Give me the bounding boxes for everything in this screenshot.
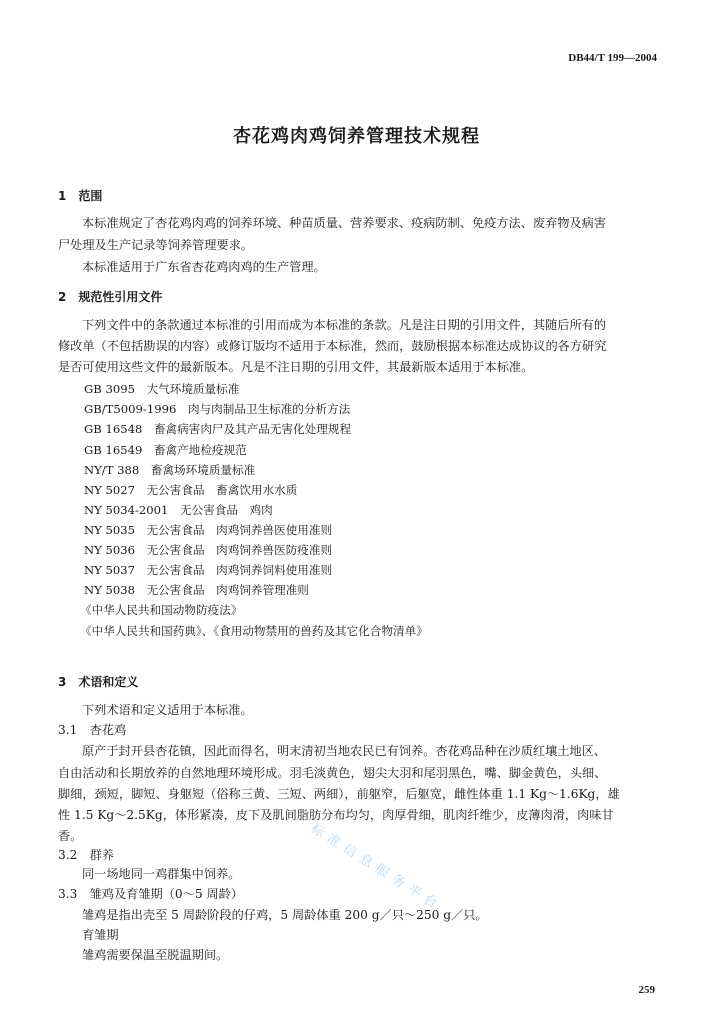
paragraph-line: 脚细，颈短，脚短、身躯短（俗称三黄、三短、两细），前躯窄，后躯宽，雌性体重 1.1 Kg～1.6Kg，雄 <box>58 787 620 801</box>
subsection-heading: 3.3 雏鸡及育雏期（0～5 周龄） <box>58 887 244 901</box>
reference-item: 《中华人民共和国动物防疫法》 <box>80 603 243 617</box>
paragraph-line: 雏鸡需要保温至脱温期间。 <box>82 948 229 962</box>
paragraph-line: 下列术语和定义适用于本标准。 <box>82 703 253 717</box>
paragraph-line: 育雏期 <box>82 928 119 942</box>
reference-item: NY 5037 无公害食品 肉鸡饲养饲料使用准则 <box>84 563 333 577</box>
watermark: 标准信息服务平台 <box>307 821 445 915</box>
paragraph-line: 尸处理及生产记录等饲养管理要求。 <box>58 238 253 252</box>
reference-item: 《中华人民共和国药典》、《食用动物禁用的兽药及其它化合物清单》 <box>80 624 428 638</box>
paragraph-line: 本标准规定了杏花鸡肉鸡的饲养环境、种苗质量、营养要求、疫病防制、免疫方法、废弃物及病害 <box>82 216 607 230</box>
reference-item: NY 5035 无公害食品 肉鸡饲养兽医使用准则 <box>84 523 333 537</box>
paragraph-line: 原产于封开县杏花镇，因此而得名，明末清初当地农民已有饲养。杏花鸡品种在沙质红壤土地区、 <box>82 744 607 758</box>
section-2-heading: 2 规范性引用文件 <box>58 290 163 304</box>
page-number: 259 <box>638 984 655 996</box>
reference-item: NY 5038 无公害食品 肉鸡饲养管理准则 <box>84 583 309 597</box>
paragraph-line: 同一场地同一鸡群集中饲养。 <box>82 867 241 881</box>
section-3-heading: 3 术语和定义 <box>58 675 139 689</box>
paragraph-line: 雏鸡是指出壳至 5 周龄阶段的仔鸡，5 周龄体重 200 g／只～250 g／只。 <box>82 908 488 922</box>
reference-item: GB 3095 大气环境质量标准 <box>84 382 240 396</box>
paragraph-line: 修改单（不包括勘误的内容）或修订版均不适用于本标准，然而，鼓励根据本标准达成协议的各方研究 <box>58 339 607 353</box>
subsection-heading: 3.1 杏花鸡 <box>58 723 127 737</box>
reference-item: GB 16548 畜禽病害肉尸及其产品无害化处理规程 <box>84 422 352 436</box>
paragraph-line: 下列文件中的条款通过本标准的引用而成为本标准的条款。凡是注日期的引用文件，其随后所有的 <box>82 318 607 332</box>
page-title: 杏花鸡肉鸡饲养管理技术规程 <box>233 126 480 147</box>
reference-item: GB 16549 畜禽产地检疫规范 <box>84 443 247 457</box>
reference-item: NY 5034-2001 无公害食品 鸡肉 <box>84 503 273 517</box>
paragraph-line: 本标准适用于广东省杏花鸡肉鸡的生产管理。 <box>82 260 326 274</box>
paragraph-line: 自由活动和长期放养的自然地理环境形成。羽毛淡黄色，翅尖大羽和尾羽黑色，嘴、脚金黄色，头细、 <box>58 766 607 780</box>
reference-item: NY 5027 无公害食品 畜禽饮用水水质 <box>84 483 298 497</box>
reference-item: GB/T5009-1996 肉与肉制品卫生标准的分析方法 <box>84 402 351 416</box>
standard-code: DB44/T 199—2004 <box>568 52 657 64</box>
paragraph-line: 香。 <box>58 829 83 843</box>
subsection-heading: 3.2 群养 <box>58 848 114 862</box>
paragraph-line: 性 1.5 Kg～2.5Kg，体形紧凑，皮下及肌间脂肪分布均匀，肉厚骨细，肌肉纤维少，皮薄肉滑，肉味甘 <box>58 808 614 822</box>
section-1-heading: 1 范围 <box>58 189 103 203</box>
reference-item: NY/T 388 畜禽场环境质量标准 <box>84 463 256 477</box>
paragraph-line: 是否可使用这些文件的最新版本。凡是不注日期的引用文件，其最新版本适用于本标准。 <box>58 360 534 374</box>
reference-item: NY 5036 无公害食品 肉鸡饲养兽医防疫准则 <box>84 543 333 557</box>
